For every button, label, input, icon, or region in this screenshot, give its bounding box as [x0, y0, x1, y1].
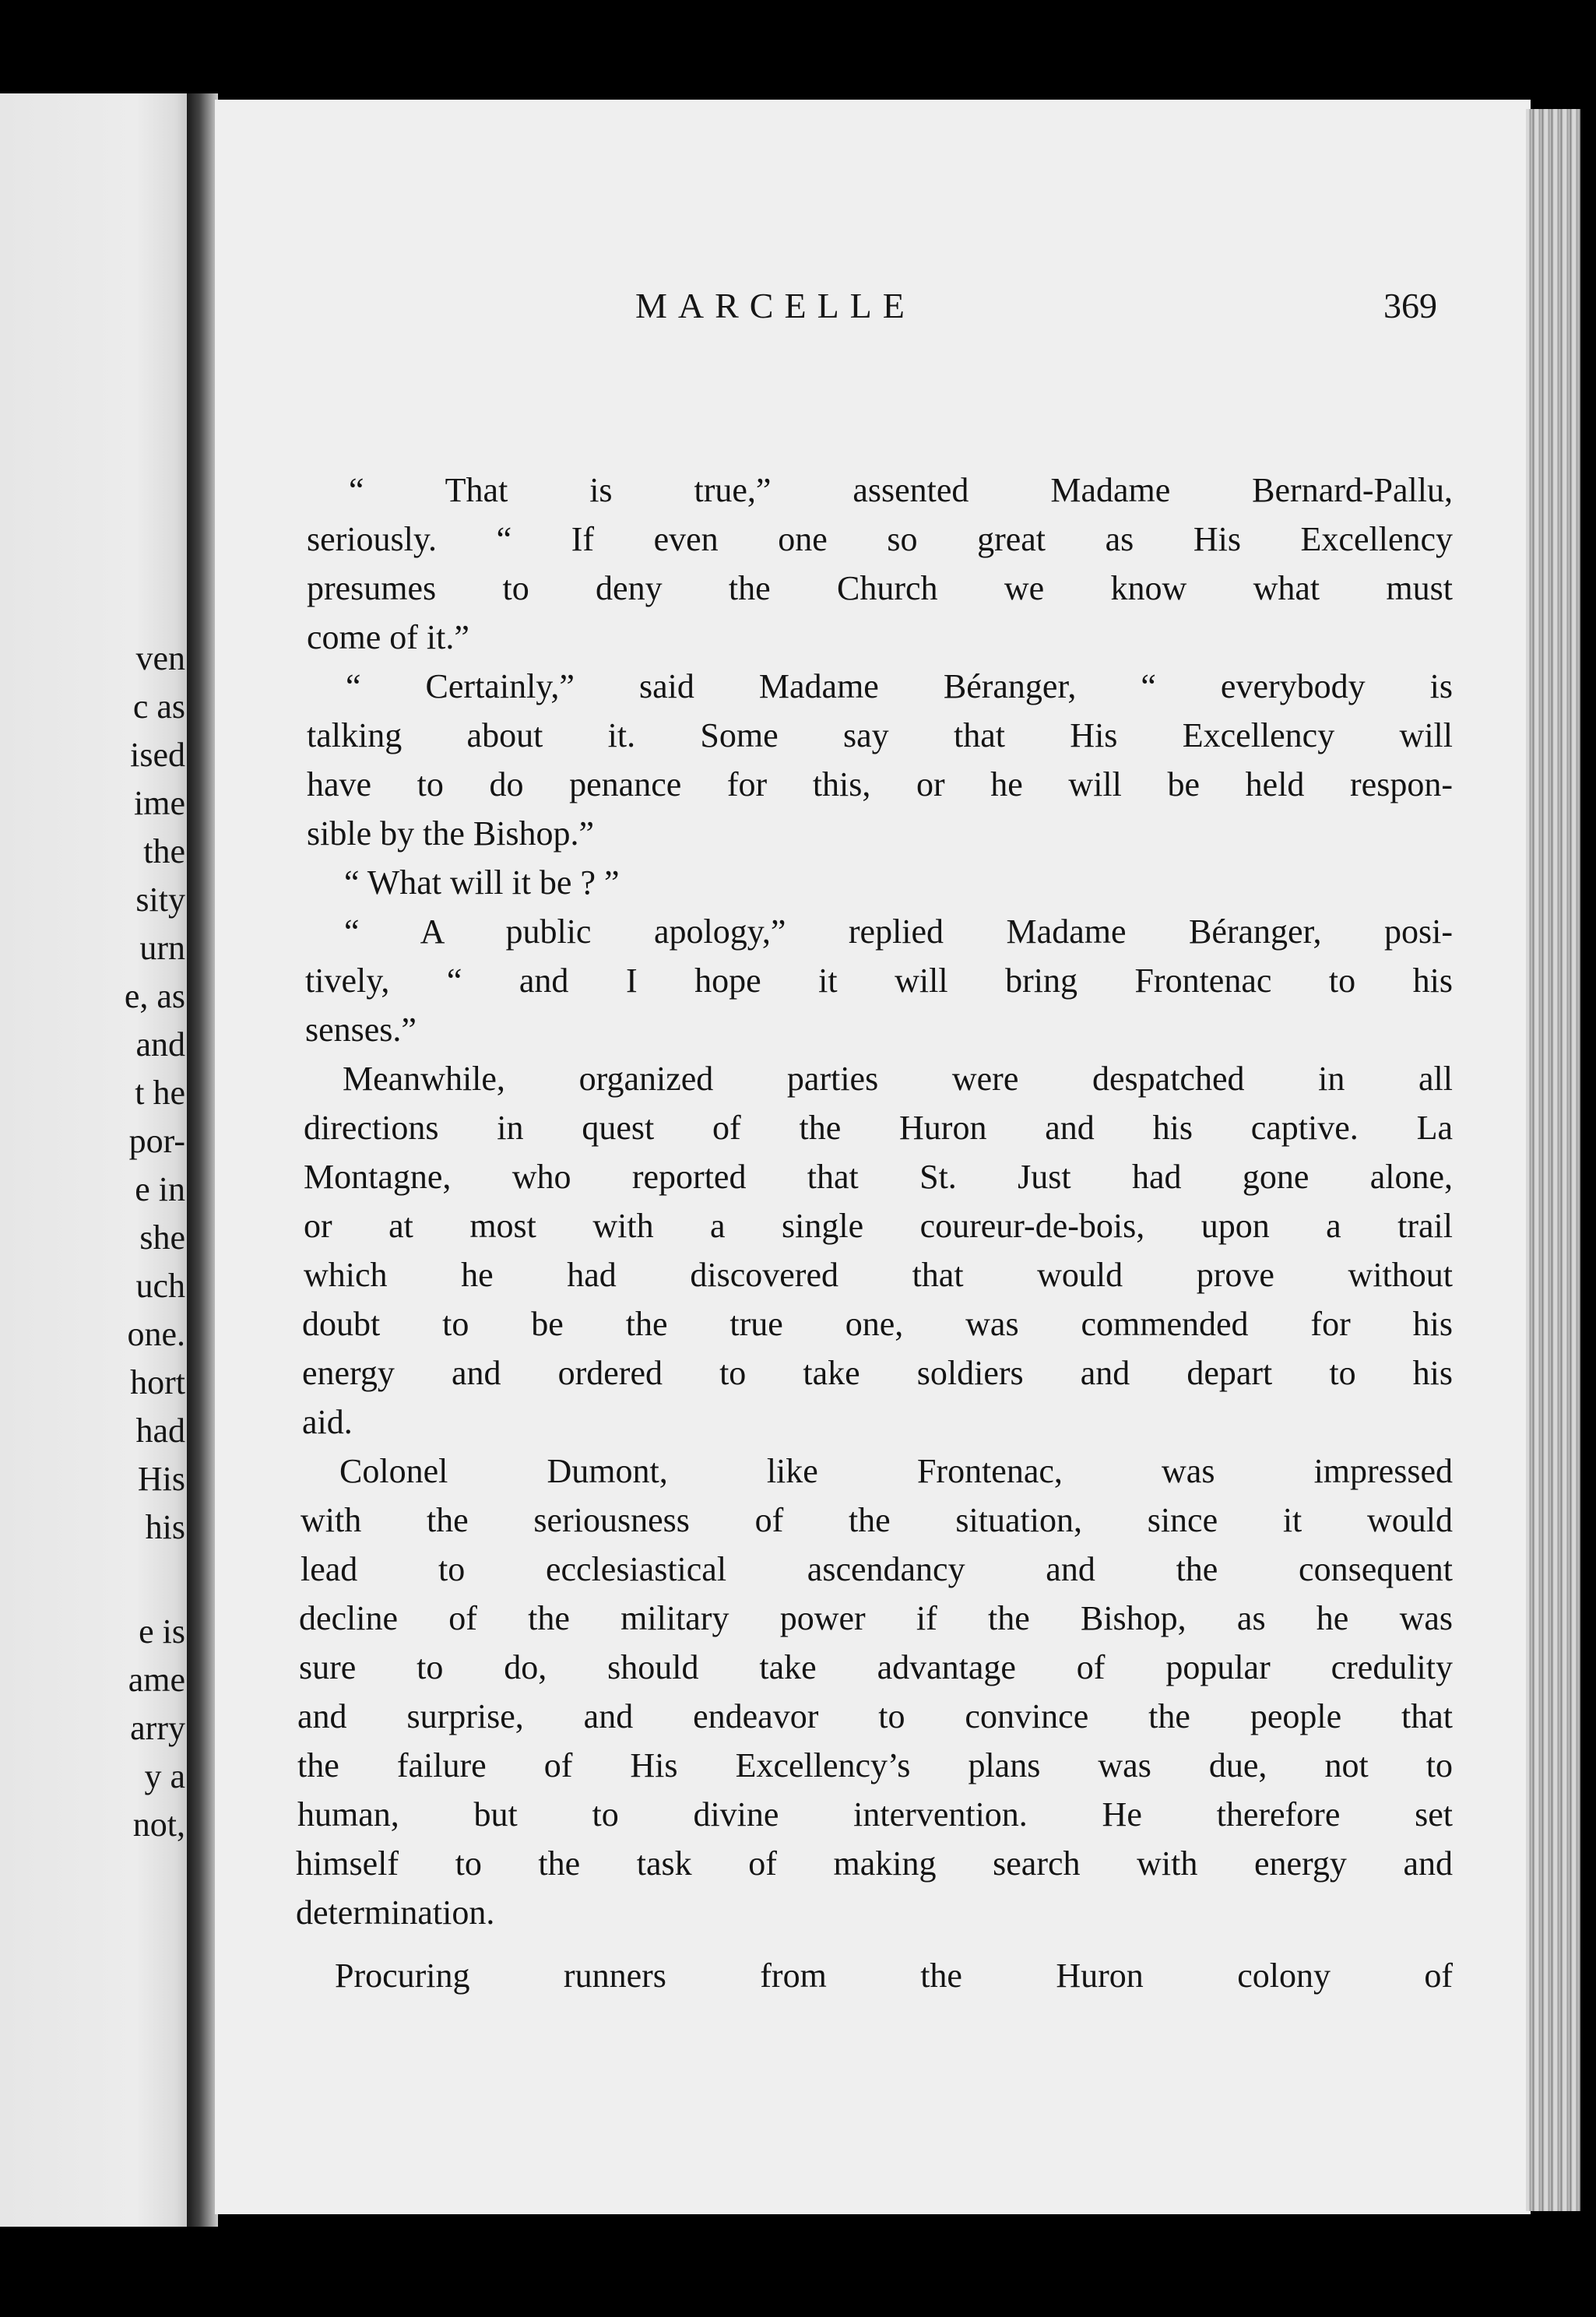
text-line: energy and ordered to take soldiers and depart to his — [302, 1354, 1453, 1392]
page-number: 369 — [1383, 286, 1437, 325]
text-line: directions in quest of the Huron and his captive. La — [304, 1109, 1453, 1147]
text-line: sible by the Bishop.” — [307, 814, 595, 853]
text-line: presumes to deny the Church we know what must — [307, 569, 1453, 607]
text-line: with the seriousness of the situation, since it would — [301, 1501, 1453, 1539]
running-head-title: MARCELLE — [635, 286, 916, 325]
running-head — [215, 285, 1531, 332]
text-line: “ A public apology,” replied Madame Béranger, posi- — [344, 912, 1453, 951]
text-line: “ That is true,” assented Madame Bernard-Pallu, — [349, 471, 1453, 509]
text-line: Meanwhile, organized parties were despatched in all — [343, 1060, 1453, 1098]
left-fragment: sity — [135, 881, 185, 919]
book-page — [215, 100, 1531, 2214]
text-line: determination. — [296, 1893, 495, 1932]
text-line: the failure of His Excellency’s plans was due, not to — [297, 1746, 1453, 1784]
text-line: come of it.” — [307, 618, 469, 656]
left-fragment: arry — [130, 1709, 185, 1747]
page-edge — [1526, 109, 1580, 2211]
text-line: talking about it. Some say that His Excellency will — [307, 716, 1453, 754]
text-line: lead to ecclesiastical ascendancy and the consequent — [301, 1550, 1453, 1588]
left-fragment: His — [137, 1460, 185, 1498]
book-gutter — [187, 93, 218, 2227]
left-fragment: she — [139, 1218, 185, 1257]
text-line: seriously. “ If even one so great as His Excellency — [307, 520, 1453, 558]
left-fragment: y a — [144, 1757, 185, 1795]
text-line: decline of the military power if the Bishop, as he was — [299, 1599, 1453, 1637]
text-line: “ What will it be ? ” — [344, 863, 620, 902]
left-fragment: not, — [132, 1805, 185, 1844]
left-fragment: c as — [132, 687, 185, 726]
left-fragment: one. — [127, 1315, 185, 1353]
text-line: and surprise, and endeavor to convince the people that — [297, 1697, 1453, 1735]
text-line: which he had discovered that would prove without — [304, 1256, 1453, 1294]
text-line: have to do penance for this, or he will be held respon- — [307, 765, 1453, 803]
previous-page — [0, 93, 195, 2227]
left-fragment: uch — [135, 1267, 185, 1305]
left-fragment: the — [143, 832, 185, 870]
left-fragment: had — [135, 1412, 185, 1450]
text-line: tively, “ and I hope it will bring Frontenac to his — [305, 962, 1453, 1000]
left-fragment: and — [135, 1025, 185, 1064]
text-line: human, but to divine intervention. He therefore set — [297, 1795, 1453, 1834]
left-fragment: e in — [135, 1170, 185, 1208]
left-fragment: e is — [139, 1612, 185, 1651]
text-line: Procuring runners from the Huron colony of — [335, 1957, 1453, 1995]
text-line: or at most with a single coureur-de-bois, upon a trail — [304, 1207, 1453, 1245]
left-fragment: his — [145, 1508, 185, 1546]
text-line: senses.” — [305, 1011, 417, 1049]
left-fragment: ime — [134, 784, 185, 822]
text-line: doubt to be the true one, was commended for his — [302, 1305, 1453, 1343]
text-line: sure to do, should take advantage of popular credulity — [299, 1648, 1453, 1686]
left-fragment: t he — [135, 1074, 185, 1112]
text-line: Montagne, who reported that St. Just had gone alone, — [304, 1158, 1453, 1196]
left-fragment: hort — [130, 1363, 185, 1401]
text-line: Colonel Dumont, like Frontenac, was impressed — [339, 1452, 1453, 1490]
left-fragment: por- — [128, 1122, 185, 1160]
text-line: “ Certainly,” said Madame Béranger, “ everybody is — [346, 667, 1453, 705]
left-fragment: ven — [135, 639, 185, 677]
left-fragment: e, as — [124, 977, 185, 1015]
text-line: aid. — [302, 1403, 353, 1441]
left-fragment: ised — [130, 736, 185, 774]
text-line: himself to the task of making search with energy and — [296, 1844, 1453, 1883]
left-fragment: urn — [139, 929, 185, 967]
left-fragment: ame — [128, 1661, 185, 1699]
